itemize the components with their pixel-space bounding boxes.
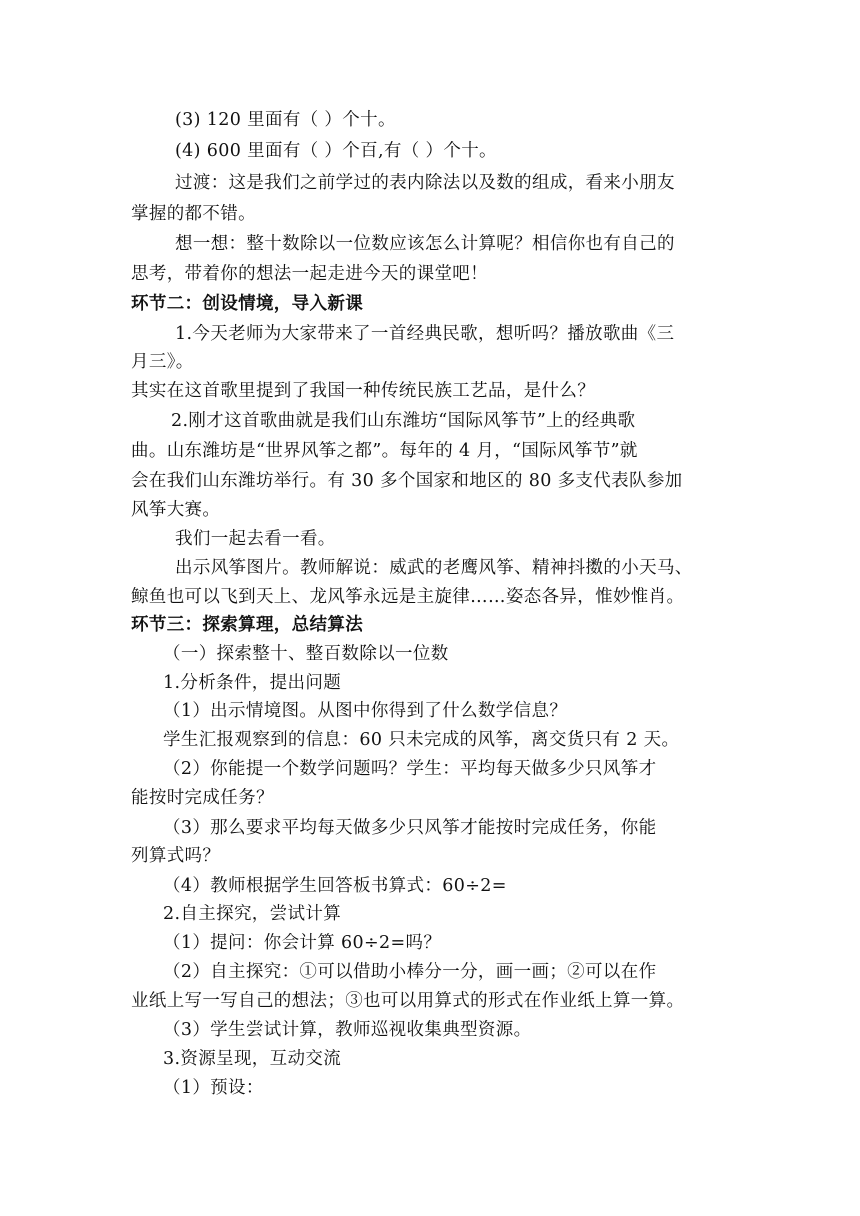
- paragraph-line: 学生汇报观察到的信息：60 只未完成的风筝，离交货只有 2 天。: [163, 730, 680, 750]
- step-heading: 2.自主探究，尝试计算: [163, 904, 342, 924]
- step-heading: 3.资源呈现，互动交流: [163, 1049, 342, 1069]
- paragraph-line: 能按时完成任务？: [131, 788, 274, 808]
- step-heading: 1.分析条件，提出问题: [163, 673, 342, 693]
- paragraph-line: 业纸上写一写自己的想法；③也可以用算式的形式在作业纸上算一算。: [131, 991, 685, 1011]
- paragraph-line: 1.今天老师为大家带来了一首经典民歌，想听吗？播放歌曲《三: [175, 324, 675, 344]
- paragraph-line: 我们一起去看一看。: [175, 529, 336, 549]
- paragraph-line: 2.刚才这首歌曲就是我们山东潍坊“国际风筝节”上的经典歌: [171, 411, 636, 431]
- paragraph-line: （4）教师根据学生回答板书算式：60÷2=: [163, 876, 507, 896]
- paragraph-line: 掌握的都不错。: [131, 204, 256, 224]
- paragraph-line: （2）自主探究：①可以借助小棒分一分，画一画；②可以在作: [163, 962, 657, 982]
- paragraph-line: 过渡：这是我们之前学过的表内除法以及数的组成，看来小朋友: [175, 173, 675, 193]
- paragraph-line: 其实在这首歌里提到了我国一种传统民族工艺品，是什么？: [131, 381, 596, 401]
- paragraph-line: 曲。山东潍坊是“世界风筝之都”。每年的 4 月，“国际风筝节”就: [131, 441, 638, 461]
- subsection-heading: （一）探索整十、整百数除以一位数: [163, 644, 449, 664]
- paragraph-line: （1）预设：: [163, 1078, 264, 1098]
- paragraph-line: （3）学生尝试计算，教师巡视收集典型资源。: [163, 1020, 532, 1040]
- paragraph-line: （1）提问：你会计算 60÷2=吗？: [163, 933, 442, 953]
- section-heading-2: 环节二：创设情境，导入新课: [131, 294, 364, 314]
- paragraph-line: 月三》。: [131, 352, 194, 372]
- paragraph-line: 鲸鱼也可以飞到天上、龙风筝永远是主旋律……姿态各异，惟妙惟肖。: [131, 587, 685, 607]
- paragraph-line: 思考，带着你的想法一起走进今天的课堂吧！: [131, 264, 488, 284]
- paragraph-line: （3）那么要求平均每天做多少只风筝才能按时完成任务，你能: [163, 818, 657, 838]
- paragraph-line: 会在我们山东潍坊举行。有 30 多个国家和地区的 80 多支代表队参加: [131, 471, 683, 491]
- paragraph-line: 出示风筝图片。教师解说：威武的老鹰风筝、精神抖擞的小天马、: [175, 558, 693, 578]
- paragraph-line: 想一想：整十数除以一位数应该怎么计算呢？相信你也有自己的: [175, 234, 675, 254]
- question-3-line: (3) 120 里面有（ ）个十。: [175, 110, 396, 130]
- paragraph-line: （2）你能提一个数学问题吗？学生：平均每天做多少只风筝才: [163, 759, 657, 779]
- section-heading-3: 环节三：探索算理，总结算法: [131, 615, 364, 635]
- paragraph-line: （1）出示情境图。从图中你得到了什么数学信息？: [163, 701, 568, 721]
- paragraph-line: 风筝大赛。: [131, 500, 221, 520]
- question-4-line: (4) 600 里面有（ ）个百,有（ ）个十。: [175, 141, 497, 161]
- paragraph-line: 列算式吗？: [131, 846, 221, 866]
